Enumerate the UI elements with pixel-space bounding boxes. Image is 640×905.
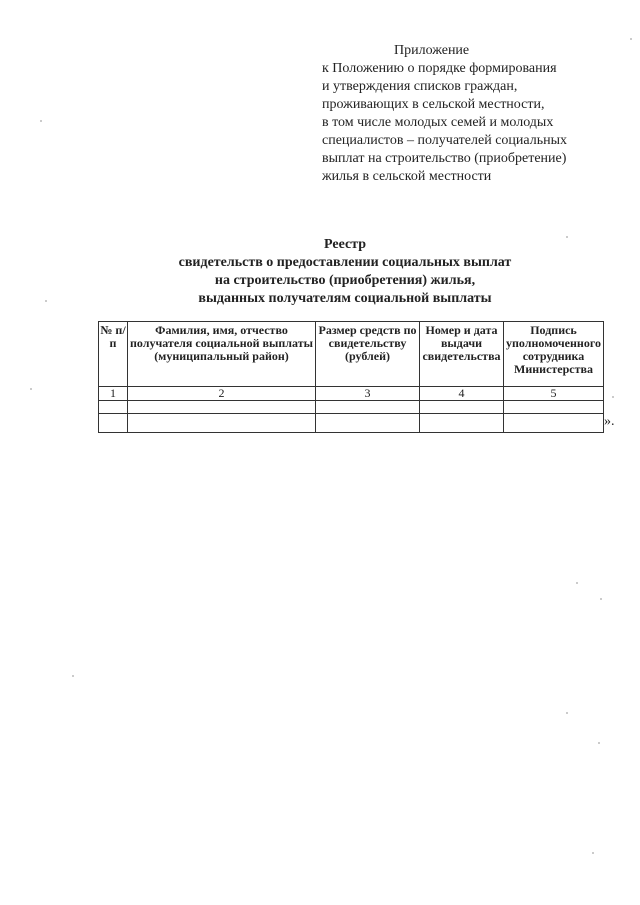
scan-speck (30, 388, 32, 390)
scan-speck (612, 396, 614, 398)
table-row (99, 414, 604, 433)
title-line: Реестр (323, 237, 366, 252)
empty-cell (504, 401, 604, 414)
empty-cell (128, 414, 316, 433)
empty-cell (504, 414, 604, 433)
numbering-cell: 4 (420, 387, 504, 401)
numbering-cell: 3 (316, 387, 420, 401)
empty-cell (99, 401, 128, 414)
empty-cell (420, 401, 504, 414)
header-certificate: Номер и дата выдачи свидетельства (420, 322, 504, 387)
header-amount: Размер средств по свидетельству (рублей) (316, 322, 420, 387)
appendix-line: жилья в сельской местности (322, 169, 492, 184)
title-line: на строительство (приобретения) жилья, (214, 273, 476, 288)
title-line: выданных получателям социальной выплаты (198, 291, 492, 306)
scan-speck (45, 300, 47, 302)
header-name: Фамилия, имя, отчество получателя социальной выплаты (муниципальный район) (128, 322, 316, 387)
appendix-line: к Положению о порядке формирования (322, 61, 557, 76)
numbering-cell: 2 (128, 387, 316, 401)
header-number: № п/п (99, 322, 128, 387)
numbering-cell: 5 (504, 387, 604, 401)
title-line: свидетельств о предоставлении социальных выплат (178, 255, 512, 270)
scan-speck (600, 598, 602, 600)
scan-speck (566, 236, 568, 238)
table-row (99, 401, 604, 414)
appendix-block (322, 42, 622, 186)
closing-quote: ». (604, 414, 615, 429)
appendix-heading: Приложение (394, 43, 470, 58)
scan-speck (72, 675, 74, 677)
registry-title (100, 236, 590, 308)
table-header-row (99, 322, 604, 387)
empty-cell (316, 401, 420, 414)
registry-table (98, 321, 604, 433)
empty-cell (99, 414, 128, 433)
scan-speck (576, 582, 578, 584)
numbering-cell: 1 (99, 387, 128, 401)
scan-speck (630, 38, 632, 40)
scan-speck (40, 120, 42, 122)
numbering-row (99, 387, 604, 401)
empty-cell (420, 414, 504, 433)
appendix-line: в том числе молодых семей и молодых (322, 115, 554, 130)
scan-speck (566, 712, 568, 714)
empty-cell (128, 401, 316, 414)
appendix-line: специалистов – получателей социальных (322, 133, 567, 148)
appendix-line: проживающих в сельской местности, (322, 97, 545, 112)
empty-cell (316, 414, 420, 433)
appendix-line: и утверждения списков граждан, (322, 79, 518, 94)
scan-speck (598, 742, 600, 744)
scan-speck (592, 852, 594, 854)
header-signature: Подпись уполномоченного сотрудника Министерства (504, 322, 604, 387)
appendix-line: выплат на строительство (приобретение) (322, 151, 567, 166)
